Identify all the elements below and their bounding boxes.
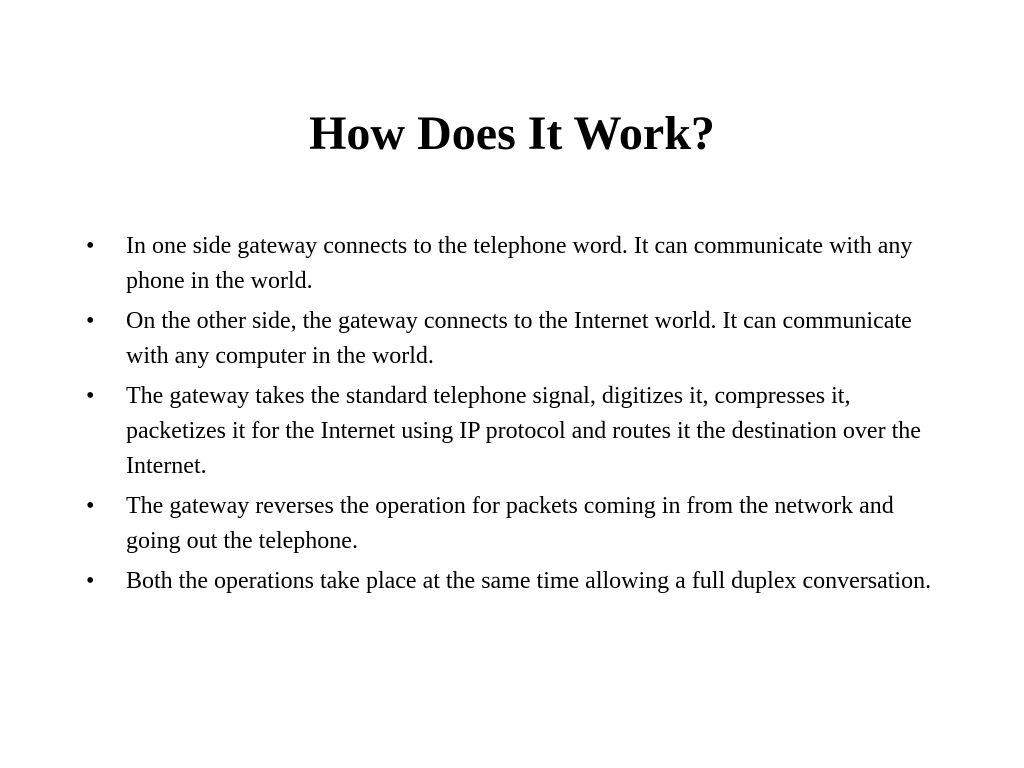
bullet-dot-icon: • bbox=[86, 308, 95, 334]
bullet-item bbox=[86, 564, 936, 599]
bullet-item bbox=[86, 489, 936, 559]
bullet-item bbox=[86, 229, 936, 299]
bullet-text: The gateway reverses the operation for packets coming in from the network and going out the telephone. bbox=[126, 493, 894, 554]
bullet-text: On the other side, the gateway connects to the Internet world. It can communicate with any computer in the world. bbox=[126, 308, 912, 369]
bullet-dot-icon: • bbox=[86, 493, 95, 519]
bullet-dot-icon: • bbox=[86, 383, 95, 409]
bullet-dot-icon: • bbox=[86, 568, 95, 594]
bullet-list bbox=[86, 229, 936, 604]
bullet-item bbox=[86, 379, 936, 484]
bullet-dot-icon: • bbox=[86, 233, 95, 259]
bullet-text: In one side gateway connects to the telephone word. It can communicate with any phone in the world. bbox=[126, 233, 913, 294]
bullet-text: Both the operations take place at the same time allowing a full duplex conversation. bbox=[126, 568, 932, 594]
slide-title: How Does It Work? bbox=[309, 107, 715, 160]
bullet-text: The gateway takes the standard telephone signal, digitizes it, compresses it, packetizes it for the Internet using IP protocol and routes it the destination over the Internet. bbox=[126, 383, 921, 479]
bullet-item bbox=[86, 304, 936, 374]
